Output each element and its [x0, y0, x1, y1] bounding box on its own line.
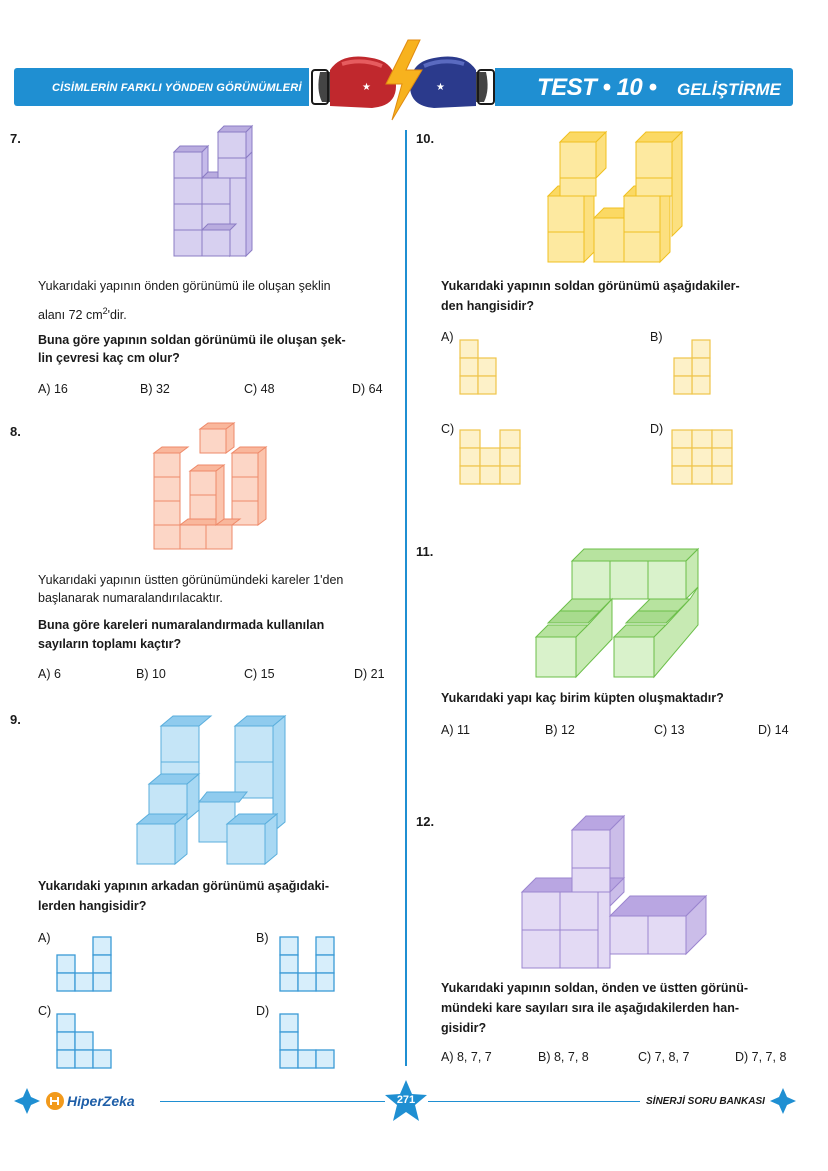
svg-text:★: ★: [436, 82, 445, 93]
q12-option-a[interactable]: A) 8, 7, 7: [441, 1050, 492, 1064]
q9-cube-structure: [135, 712, 295, 872]
brand-name: HiperZeka: [67, 1093, 135, 1109]
q11-option-a[interactable]: A) 11: [441, 723, 470, 737]
test-number: TEST • 10 •: [537, 74, 657, 101]
q8-text-1: Yukarıdaki yapının üstten görünümündeki kareler 1'den: [38, 573, 344, 587]
q8-cube-structure: [150, 425, 275, 565]
star-deco-right-icon: [768, 1086, 798, 1116]
header-topic: CİSİMLERİN FARKLI YÖNDEN GÖRÜNÜMLERİ: [52, 82, 302, 94]
series-name: SİNERJİ SORU BANKASI: [646, 1096, 765, 1107]
q7-option-c[interactable]: C) 48: [244, 382, 275, 396]
q9-option-c-figure: [55, 1012, 115, 1072]
question-9-number: 9.: [10, 712, 21, 727]
q8-option-d[interactable]: D) 21: [354, 667, 385, 681]
q9-question-1: Yukarıdaki yapının arkadan görünümü aşağıdaki-: [38, 879, 330, 893]
q8-option-c[interactable]: C) 15: [244, 667, 275, 681]
q12-option-b[interactable]: B) 8, 7, 8: [538, 1050, 589, 1064]
star-deco-left-icon: [12, 1086, 42, 1116]
q9-option-d[interactable]: D): [256, 1004, 270, 1018]
q11-cube-structure: [530, 545, 710, 685]
q8-option-b[interactable]: B) 10: [136, 667, 166, 681]
q11-option-b[interactable]: B) 12: [545, 723, 575, 737]
q9-option-c[interactable]: C): [38, 1004, 52, 1018]
q9-option-b-figure: [278, 935, 338, 995]
q11-option-d[interactable]: D) 14: [758, 723, 789, 737]
question-7-number: 7.: [10, 131, 21, 146]
q8-text-2: başlanarak numaralandırılacaktır.: [38, 591, 223, 605]
q10-question-2: den hangisidir?: [441, 299, 535, 313]
question-8-number: 8.: [10, 424, 21, 439]
q7-option-d[interactable]: D) 64: [352, 382, 383, 396]
q10-question-1: Yukarıdaki yapının soldan görünümü aşağıdakiler-: [441, 279, 740, 293]
boxing-gloves-icon: [312, 40, 494, 120]
page-number: 271: [396, 1094, 416, 1106]
column-divider: [405, 130, 407, 1066]
q12-cube-structure: [520, 812, 720, 972]
q7-question-2: lin çevresi kaç cm olur?: [38, 351, 180, 365]
footer-line-left: [160, 1101, 385, 1102]
test-level: GELİŞTİRME: [677, 80, 781, 99]
q10-option-b-figure: [672, 338, 722, 398]
q12-question-1: Yukarıdaki yapının soldan, önden ve üstten görünü-: [441, 981, 748, 995]
svg-text:★: ★: [362, 82, 371, 93]
q8-option-a[interactable]: A) 6: [38, 667, 61, 681]
q10-option-c[interactable]: C): [441, 422, 455, 436]
q9-option-a[interactable]: A): [38, 931, 51, 945]
q9-option-a-figure: [55, 935, 115, 995]
q12-question-3: gisidir?: [441, 1021, 487, 1035]
q9-option-d-figure: [278, 1012, 338, 1072]
q12-option-c[interactable]: C) 7, 8, 7: [638, 1050, 690, 1064]
q10-option-d[interactable]: D): [650, 422, 664, 436]
q11-question-1: Yukarıdaki yapı kaç birim küpten oluşmaktadır?: [441, 691, 724, 705]
q10-option-d-figure: [670, 428, 740, 488]
q9-option-b[interactable]: B): [256, 931, 269, 945]
q12-option-d[interactable]: D) 7, 7, 8: [735, 1050, 787, 1064]
q7-question-1: Buna göre yapının soldan görünümü ile oluşan şek-: [38, 333, 346, 347]
q10-option-a-figure: [458, 338, 508, 398]
q8-question-2: sayıların toplamı kaçtır?: [38, 637, 182, 651]
q10-option-a[interactable]: A): [441, 330, 454, 344]
question-12-number: 12.: [416, 814, 435, 829]
q11-option-c[interactable]: C) 13: [654, 723, 685, 737]
q10-option-b[interactable]: B): [650, 330, 663, 344]
q12-question-2: mündeki kare sayıları sıra ile aşağıdakilerden han-: [441, 1001, 740, 1015]
q7-cube-structure: [160, 130, 270, 270]
q8-question-1: Buna göre kareleri numaralandırmada kullanılan: [38, 618, 325, 632]
q10-cube-structure: [540, 130, 690, 270]
q7-option-b[interactable]: B) 32: [140, 382, 170, 396]
q7-text-2: alanı 72 $cm^2'dir$.: [38, 306, 127, 323]
q9-question-2: lerden hangisidir?: [38, 899, 147, 913]
footer-line-right: [428, 1101, 640, 1102]
brand-logo-icon: [44, 1090, 66, 1112]
q7-text-1: Yukarıdaki yapının önden görünümü ile oluşan şeklin: [38, 279, 331, 293]
question-11-number: 11.: [416, 544, 434, 559]
q7-option-a[interactable]: A) 16: [38, 382, 68, 396]
q10-option-c-figure: [458, 428, 528, 488]
question-10-number: 10.: [416, 131, 435, 146]
